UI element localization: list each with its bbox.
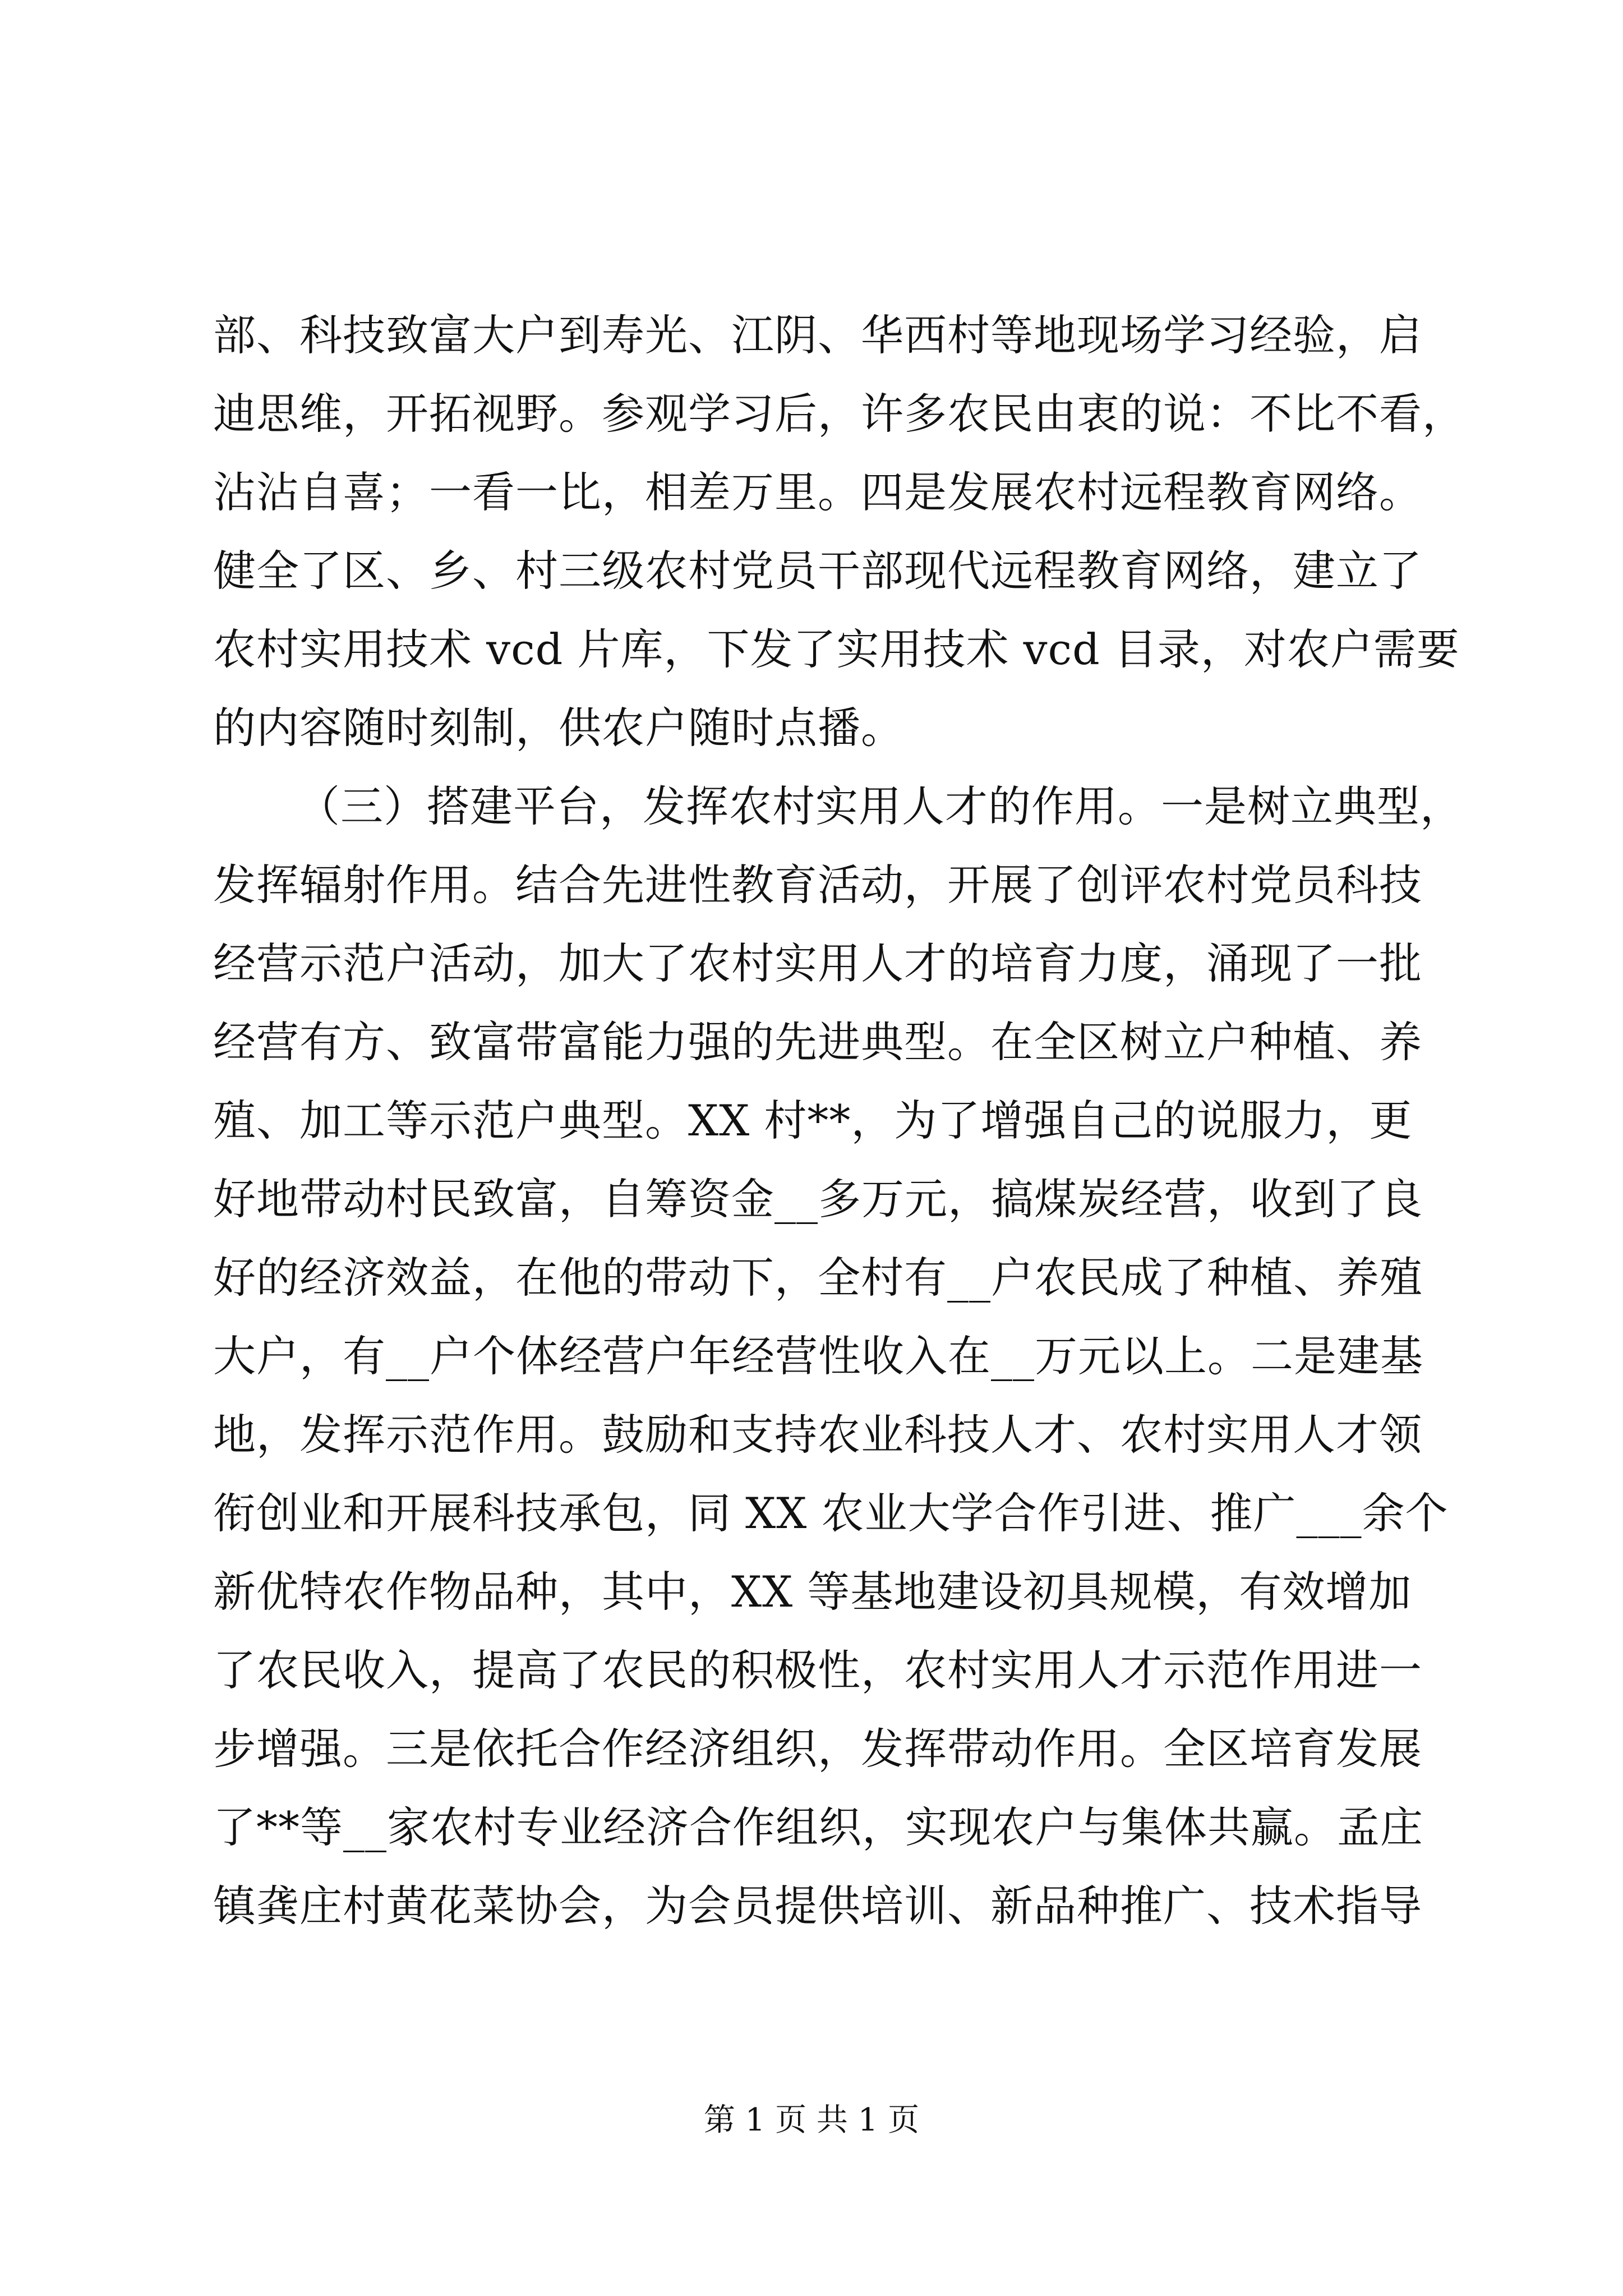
text-line: 好地带动村民致富，自筹资金__多万元，搞煤炭经营，收到了良 [213,1174,1423,1224]
text-line: 步增强。三是依托合作经济组织，发挥带动作用。全区培育发展 [213,1724,1422,1774]
text-line: 部、科技致富大户到寿光、江阴、华西村等地现场学习经验，启 [213,310,1422,360]
text-line: 大户，有__户个体经营户年经营性收入在__万元以上。二是建基 [213,1331,1423,1381]
text-line: 新优特农作物品种，其中，XX 等基地建设初具规模，有效增加 [213,1567,1412,1617]
text-line: 地，发挥示范作用。鼓励和支持农业科技人才、农村实用人才领 [213,1410,1422,1460]
text-line: 经营有方、致富带富能力强的先进典型。在全区树立户种植、养 [213,1017,1422,1067]
text-line: （三）搭建平台，发挥农村实用人才的作用。一是树立典型， [297,781,1463,831]
text-line: 好的经济效益，在他的带动下，全村有__户农民成了种植、养殖 [213,1253,1423,1303]
text-line: 镇龚庄村黄花菜协会，为会员提供培训、新品种推广、技术指导 [213,1881,1422,1931]
text-line: 健全了区、乡、村三级农村党员干部现代远程教育网络，建立了 [213,546,1422,596]
text-line: 衔创业和开展科技承包，同 XX 农业大学合作引进、推广___余个 [213,1488,1449,1538]
text-line: 经营示范户活动，加大了农村实用人才的培育力度，涌现了一批 [213,938,1422,988]
text-line: 了**等__家农村专业经济合作组织，实现农户与集体共赢。孟庄 [213,1802,1423,1852]
text-line: 迪思维，开拓视野。参观学习后，许多农民由衷的说：不比不看， [213,389,1465,439]
page-footer: 第 1 页 共 1 页 [703,2102,920,2138]
text-line: 的内容随时刻制，供农户随时点播。 [213,703,904,753]
text-line: 沾沾自喜；一看一比，相差万里。四是发展农村远程教育网络。 [213,467,1422,517]
text-line: 发挥辐射作用。结合先进性教育活动，开展了创评农村党员科技 [213,860,1422,910]
text-line: 农村实用技术 vcd 片库，下发了实用技术 vcd 目录，对农户需要 [213,624,1460,674]
text-line: 了农民收入，提高了农民的积极性，农村实用人才示范作用进一 [213,1645,1422,1695]
text-line: 殖、加工等示范户典型。XX 村**，为了增强自己的说服力，更 [213,1096,1413,1145]
